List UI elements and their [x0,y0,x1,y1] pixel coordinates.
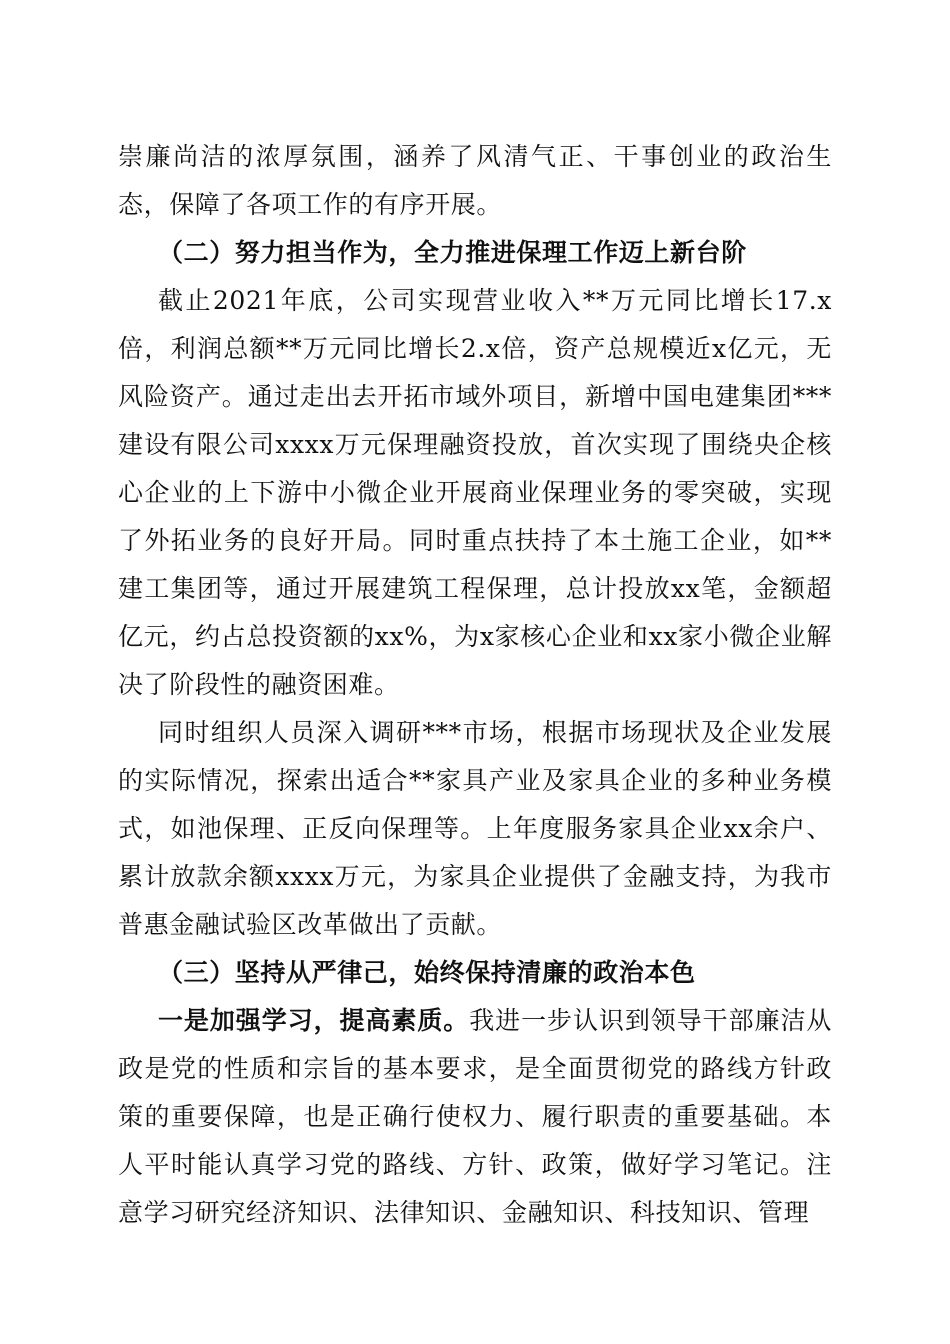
section-heading-3: （三）坚持从严律己，始终保持清廉的政治本色 [158,958,696,987]
paragraph-lead-phrase: 一是加强学习，提高素质。 [158,1006,470,1035]
section-heading-2: （二）努力担当作为，全力推进保理工作迈上新台阶 [158,238,747,267]
paragraph-continuation: 崇廉尚洁的浓厚氛围，涵养了风清气正、干事创业的政治生态，保障了各项工作的有序开展。 [118,142,832,219]
document-page [118,133,832,1237]
paragraph-body-text: 我进一步认识到领导干部廉洁从政是党的性质和宗旨的基本要求，是全面贯彻党的路线方针政策的重要保障，也是正确行使权力、履行职责的重要基础。本人平时能认真学习党的路线、方针、政策，做好学习笔记。注意学习研究经济知识、法律知识、金融知识、科技知识、管理 [118,1006,832,1227]
paragraph-study [118,997,832,1237]
paragraph-performance: 截止2021年底，公司实现营业收入**万元同比增长17.x倍，利润总额**万元同比增长2.x倍，资产总规模近x亿元，无风险资产。通过走出去开拓市域外项目，新增中国电建集团***建设有限公司xxxx万元保理融资投放，首次实现了围绕央企核心企业的上下游中小微企业开展商业保理业务的零突破，实现了外拓业务的良好开局。同时重点扶持了本土施工企业，如**建工集团等，通过开展建筑工程保理，总计投放xx笔，金额超亿元，约占总投资额的xx%，为x家核心企业和xx家小微企业解决了阶段性的融资困难。 [118,286,832,699]
paragraph-furniture-market: 同时组织人员深入调研***市场，根据市场现状及企业发展的实际情况，探索出适合**家具产业及家具企业的多种业务模式，如池保理、正反向保理等。上年度服务家具企业xx余户、累计放款余额xxxx万元，为家具企业提供了金融支持，为我市普惠金融试验区改革做出了贡献。 [118,718,832,939]
